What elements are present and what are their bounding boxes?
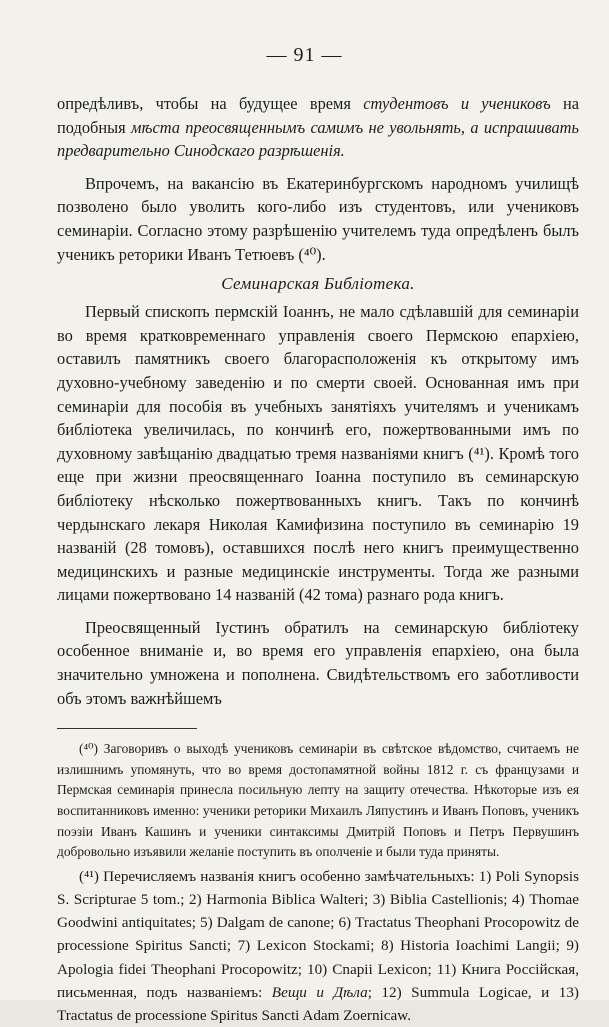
text-run: на подобныя bbox=[57, 94, 579, 137]
paragraph-continuation bbox=[57, 92, 579, 163]
text-run: ; 12) Summula Logicae, и 13) Tractatus de processione Spiritus Sancti Adam Zoernicaw. bbox=[57, 983, 579, 1025]
paragraph-justin: Преосвященный Іустинъ обратилъ на семинарскую библіотеку особенное вниманіе и, во время его управленія епархіею, она была значительно умножена и пополнена. Свидѣтельствомъ его заботливости объ этомъ важнѣйшемъ bbox=[57, 617, 579, 708]
footnote-divider bbox=[57, 728, 197, 729]
section-heading: Семинарская Библіотека. bbox=[221, 274, 415, 294]
page-number: — 91 — bbox=[266, 44, 343, 66]
spacer bbox=[57, 607, 579, 616]
spacer bbox=[57, 163, 579, 172]
paragraph-vacancy: Впрочемъ, на вакансію въ Екатеринбургскомъ народномъ училищѣ позволено было уволить кого-либо изъ студентовъ, или учениковъ семинаріи. Согласно этому разрѣшенію учителемъ туда опредѣленъ былъ ученикъ реторики Иванъ Тетюевъ (⁴⁰). bbox=[57, 173, 579, 264]
text-run: опредѣливъ, чтобы на будущее время bbox=[57, 94, 364, 113]
text-run: (⁴¹) Перечисляемъ названія книгъ особенно замѣчательныхъ: 1) Poli Synopsis S. Scripturae 5 tom.; 2) Harmonia Biblica Walteri; 3) Biblia Castellionis; 4) Thomae Goodwini antiquitates; 5) Dalgam de canone; 6) Tractatus Theophani Procopowitz de processione Spiritus Sancti; 7) Lexicon Stockami; 8) Historia Ioachimi Langii; 9) Apologia fidei Theophani Procopowitz; 10) Cnapii Lexicon; 11) Книга Россійская, письменная, подъ названіемъ: bbox=[57, 867, 579, 1001]
paragraph-library: Первый спископъ пермскій Іоаннъ, не мало сдѣлавшій для семинаріи во время кратковременнаго управленія своего Пермскою епархіею, оставилъ памятникъ своего благорасположенія къ открытому имъ духовно-учебному заведенію и по смерти своей. Основанная имъ при семинаріи для пособія въ учебныхъ занятіяхъ учителямъ и ученикамъ библіотека увеличилась, по кончинѣ его, пожертвованными имъ по духовному завѣщанію двадцатью тремя названіями книгъ (⁴¹). Кромѣ того еще при жизни преосвященнаго Іоанна поступило въ семинарскую библіотеку нѣсколько пожертвованныхъ книгъ. Такъ по кончинѣ чердынскаго лекаря Николая Камифизина поступило въ семинарію 19 названій (28 томовъ), оставшихся послѣ него книгъ преимущественно медицинскихъ и разные медицинскіе инструменты. Тогда же разными лицами пожертвовано 14 названій (42 тома) разнаго рода книгъ. bbox=[57, 302, 579, 605]
italic-run: студентовъ и учениковъ bbox=[363, 94, 551, 113]
footnote-40: (⁴⁰) Заговоривъ о выходѣ учениковъ семинаріи въ свѣтское вѣдомство, считаемъ не излишнимъ упомянуть, что во время достопамятной войны 1812 г. съ французами и Пермская семинарія принесла посильную лепту на защиту отечества. Нѣкоторые изъ ея воспитанниковъ именно: ученики реторики Михаилъ Ляпустинъ и Иванъ Поповъ, ученикъ поэзіи Иванъ Кашинъ и ученики синтаксимы Дмитрій Поповъ и Петръ Первушинъ добровольно изъявили желаніе поступить въ ополченіе и были туда приняты. bbox=[57, 741, 579, 860]
italic-run: мѣста преосвященнымъ самимъ не увольнять, а испрашивать предварительно Синодскаго разрѣшенія. bbox=[57, 117, 579, 161]
footnote-41 bbox=[57, 865, 579, 1027]
page-content bbox=[57, 92, 579, 1027]
italic-run: Вещи и Дѣла bbox=[271, 983, 368, 1001]
